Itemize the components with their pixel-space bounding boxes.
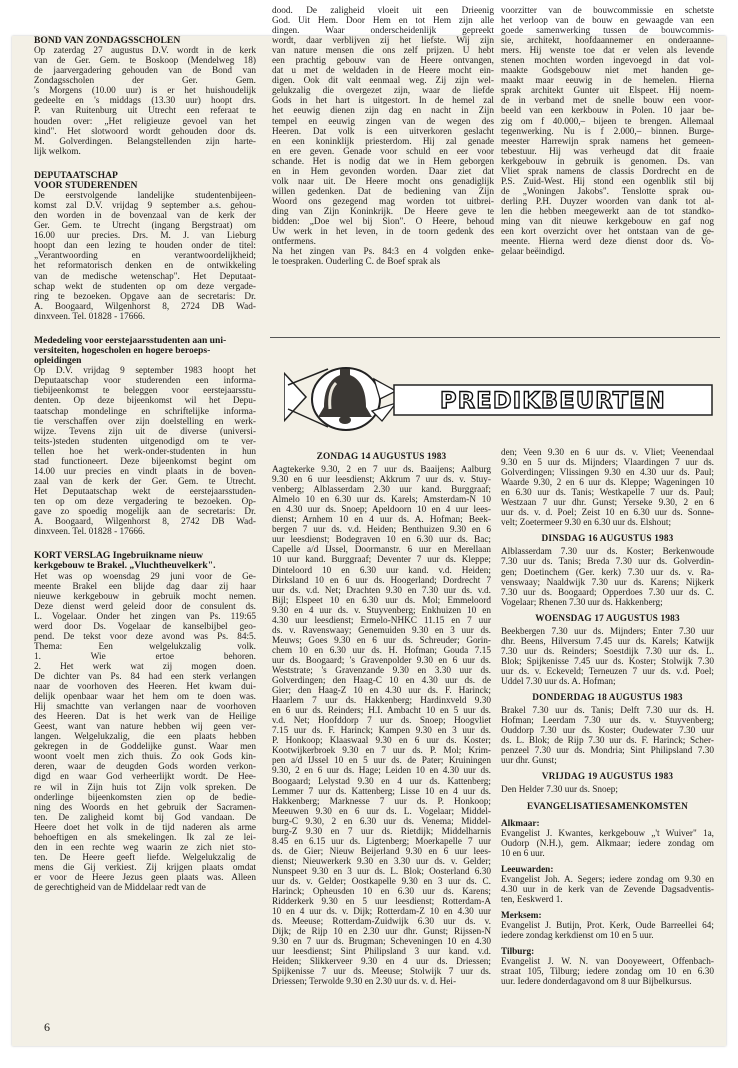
text-line: Harinck; Opheusden 10 en 6.30 uur ds. Karens; [272,887,491,898]
text-line: ds. v. Ravenswaay; Genemuiden 9.30 en 3 uur ds. [272,625,491,636]
text-line: 9.30 en 7 uur ds. Brugman; Scheveningen 10 en 4.30 [272,937,491,948]
text-line: mens die Gij verkiest. Zij krijgen plaats omdat [34,862,256,873]
text-line: mers. Hij wenste toe dat er velen als levende [501,46,714,57]
article-deputaatschap [34,191,256,322]
text-line: Hij smachtte van verlangen naar de voorhoven [34,702,256,713]
text-line: Gods in het hart is uitgestort. In de hemel zal [272,96,494,107]
text-line: 8.45 en 6.15 uur ds. Ligtenberg; Moerkapelle 7 uur [272,836,491,847]
text-line: Waarde 9.30, 2 en 6 uur ds. Kleppe; Wageningen 10 [501,478,714,489]
text-line: meente Brakel een blijde dag daar zij haar [34,581,256,592]
text-line: 9.30 en 5 uur ds. Mijnders; Vlaardingen 7 uur ds. [501,458,714,469]
text-line: 16.00 uur precies. Drs. M. J. van Lieburg [34,231,256,242]
text-line: onderlinge bijeenkomsten zien op de bedie- [34,792,256,803]
text-line: kerkgebouw in gebruik is genomen. Ds. van [501,156,714,167]
text-line: Den Helder 7.30 uur ds. Snoep; [501,785,618,796]
text-line: Beekbergen 7.30 uur ds. Mijnders; Enter 7.30 uur [501,626,714,637]
text-line: de in verband met de snelle bouw een voor- [501,96,714,107]
text-line: Zondagsscholen der Ger. Gem. [34,76,256,87]
heading-mededeling-3: opleidingen [34,355,82,367]
text-line: Thema: Een welgelukzalig volk. [34,641,256,652]
text-line: een kort overzicht over het ontstaan van de ge- [501,227,714,238]
text-line: Blok; Spijkenisse 7.45 uur ds. Koster; Stolwijk 7.30 [501,656,714,667]
text-line: Op zaterdag 27 augustus D.V. wordt in de kerk [34,46,256,57]
text-line: meente. Hierna werd deze dienst door ds. Vo- [501,237,714,248]
heading-vrijdag: VRIJDAG 19 AUGUSTUS 1983 [541,772,674,783]
text-line: 10 en 4 uur ds. v. Dijk; Rotterdam-Z 10 en 4.30 uur [272,907,491,918]
text-line: gelaar beëindigd. [501,247,565,258]
text-line: willen gedenken. Dat de bediening van Zijn [272,186,494,197]
text-line: Heeren. Dat volk is een uitverkoren geslacht [272,126,494,137]
column-right-top [501,6,714,257]
text-line: Westzaan 7 uur dhr. Gunst; Yerseke 9.30, 2 en 6 [501,498,714,509]
text-line: Capelle a/d IJssel, Doormanstr. 6 uur en Merellaan [272,545,491,556]
text-line: tellen hoe het werk-onder-studenten in hun [34,446,256,457]
text-line: velt; Zoetermeer 9.30 en 6.30 uur ds. Elshout; [501,518,672,529]
text-line: van nature mensen die ons zelf prijzen. U hebt [272,46,494,57]
evangelisatie-tilburg [501,957,714,987]
text-line: Evangelist J. Kwantes, kerkgebouw „'t Wuiver" 1a, [501,828,714,839]
text-line: Aagtekerke 9.30, 2 en 7 uur ds. Baaijens; Aalburg [272,465,491,476]
text-line: God. Uit Hem. Door Hem en tot Hem zijn alle [272,16,494,27]
text-line: De dichter van Ps. 84 had een sterk verlangen [34,672,256,683]
schedule-donderdag [501,706,714,766]
text-line: 7.30 uur ds. Tanis; Breda 7.30 uur ds. Golverdin- [501,557,714,568]
text-line: Boogaard; Lelystad 9.30 en 4 uur ds. Kattenberg; [272,776,491,787]
text-line: uur ds. v. Gelder; Oostkapelle 9.30 en 3 uur ds. C. [272,876,491,887]
text-line: 2. Het werk wat zij mogen doen. [34,661,256,672]
text-line: goede samenwerking tussen de bouwcommis- [501,26,714,37]
text-line: Driessen; Terwolde 9.30 en 2.30 uur ds. v. d. Hei- [272,977,457,988]
text-line: L. Vogelaar. Onder het zingen van Ps. 119:65 [34,611,256,622]
predikbeurten-banner [284,363,714,435]
text-line: dinxveen. Tel. 01828 - 17666. [34,311,145,322]
text-line: taatschap mondelinge en schriftelijke informa- [34,406,256,417]
heading-woensdag: WOENSDAG 17 AUGUSTUS 1983 [535,613,680,624]
text-line: sie, architekt, hoofdaannemer en onderaanne- [501,36,714,47]
text-line: de „Woningen Jakobs". Tenslotte sprak ou- [501,186,714,197]
text-line: tebestuur. Hij was verheugd dat dit fraaie [501,146,714,157]
text-line: maakte Godsgebouw niet met handen ge- [501,66,714,77]
bell-icon [284,368,396,430]
schedule-woensdag [501,627,714,687]
text-line: maakt maar eeuwig in de hemelen. Hierna [501,76,714,87]
text-line: den; Veen 9.30 en 6 uur ds. v. Vliet; Veenendaal [501,448,714,458]
text-line: Ouddorp 7.30 uur ds. Koster; Oudewater 7.30 uur [501,726,714,737]
text-line: sprak architekt Gunter uit Elspeet. Hij noem- [501,86,714,97]
text-line: Weststrate; 's Gravenzande 9.30 en 3.30 uur ds. [272,665,491,676]
text-line: denten. Op deze bijeenkomst wil het Depu- [34,396,256,407]
heading-bond: BOND VAN ZONDAGSSCHOLEN [34,35,181,46]
text-line: 9.30 en 4 uur ds. v. Stuyvenberg; Enkhuizen 10 en [272,605,491,616]
text-line: en in Hem gevonden worden. Daar ziet dat [272,166,494,177]
text-line: tiebijeenkomst te beleggen voor eerstejaarsstu- [34,386,256,397]
text-line: schap wekt de studenten op om deze vergade- [34,281,256,292]
text-line: en 6.30 uur ds. Tanis; Westkapelle 7 uur ds. Paul; [501,488,714,499]
text-line: tempel en eeuwig zingen van de wegen des [272,116,494,127]
text-line: Uddel 7.30 uur ds. A. Hofman; [501,676,616,687]
text-line: zaal van de kerk der Ger. Gem. te Utrecht. [34,476,256,487]
page-number: 6 [44,1020,50,1034]
text-line: beeld van een kerkbouw in Polen. 10 jaar be- [501,106,714,117]
text-line: pen a/d IJssel 10 en 5 uur ds. de Pater; Kruiningen [272,756,491,767]
heading-deputaatschap-1: DEPUTAATSCHAP [34,169,118,181]
heading-merksem: Merksem: [501,910,542,921]
text-line: Vliet sprak namens de classis Dordrecht en de [501,166,714,177]
text-line: Oudorp (N.H.), gem. Alkmaar; iedere zondag om [501,838,714,849]
text-line: A. Boogaard, Wilgenhorst 8, 2724 DB Wad- [34,301,256,312]
text-line: pend. De tekst voor deze avond was Ps. 84:5. [34,631,256,642]
text-line: digen. Ook dit valt eenmaal weg. Zij zijn wel- [272,76,494,87]
text-line: Deze dienst werd geleid door de consulent ds. [34,601,256,612]
text-line: ds. de Gier; Nieuw Beijerland 9.30 en 6 uur lees- [272,846,491,857]
text-line: Dijk; de Rijp 10 en 2.30 uur dhr. Gunst; Rijssen-N [272,927,491,938]
heading-kort-verslag-1: KORT VERSLAG Ingebruikname nieuw [34,550,204,562]
text-line: delijk openbaar waar het hem om te doen was. [34,692,256,703]
heading-donderdag: DONDERDAG 18 AUGUSTUS 1983 [532,693,683,704]
text-line: woont voelt men zich thuis. Zo ook Gods kin- [34,752,256,763]
text-line: derling P.H. Duyzer woorden van dank tot al- [501,196,714,207]
text-line: van de Ger. Gem. te Boskoop (Mendelweg 18) [34,56,256,67]
text-line: Heere doet het volk in de tijd naderen als arme [34,822,256,833]
text-line: kind". Het slotwoord wordt gehouden door ds. [34,126,256,137]
text-line: venswaay; Naaldwijk 7.30 uur ds. Karens; Nijkerk [501,577,714,588]
text-line: Hakkenberg; Marknesse 7 uur ds. P. Honkoop; [272,796,491,807]
text-line: tie verschaffen over zijn doelstelling en werk- [34,416,256,427]
text-line: en ere geven. Genade voor schuld en eer voor [272,146,494,157]
text-line: 9.30 en 6 uur leesdienst; Akkrum 7 uur ds. v. Stuy- [272,475,491,486]
text-line: schande. Het is nodig dat we in Hem geborgen [272,156,494,167]
text-line: volk naar uit. De Heere mocht ons genadiglijk [272,176,494,187]
text-line: Meeuwen 9.30 en 6 uur ds. L. Vogelaar; Middel- [272,806,491,817]
text-line: komst zal D.V. vrijdag 9 september a.s. gehou- [34,201,256,212]
text-line: P.S. Zuid-West. Hij stond een ogenblik stil bij [501,176,714,187]
text-line: Brakel 7.30 uur ds. Tanis; Delft 7.30 uur ds. H. [501,706,714,717]
text-line: ontfermens. [272,237,316,248]
text-line: uur ds. Boogaard; 's Gravenpolder 9.30 en 6 uur ds. [272,655,491,666]
text-line: Gier; den Haag-Z 10 en 4.30 uur ds. F. Harinck; [272,686,491,697]
text-line: 's Morgens (10.00 uur) is er het huishoudelijk [34,86,256,97]
text-line: 7.30 uur ds. Reinders; Soestdijk 7.30 uur ds. L. [501,646,714,657]
text-line: burg-C 9.30, 2 en 6.30 uur ds. Venema; Middel- [272,816,491,827]
text-line: uur leesdienst; Bodegraven 10 en 6.30 uur ds. Bac; [272,535,491,546]
text-line: iedere zondag kerkdienst om 10 en 5 uur. [501,930,654,941]
text-line: Woord ons gezegend mag worden tot uitbrei- [272,196,494,207]
text-line: gekregen in de Goddelijke gunst. Waar men [34,742,256,753]
text-line: 10 en 6 uur. [501,848,545,859]
text-line: A. Boogaard, Wilgenhorst 8, 2742 DB Wad- [34,517,256,528]
text-line: Dirksland 10 en 6 uur ds. Hoogerland; Dordrecht 7 [272,575,491,586]
text-line: stenen mochten worden ingevoegd in dat vol- [501,56,714,67]
text-line: de jaarvergadering gehouden van de Bond van [34,66,256,77]
text-line: werd door Ds. Vogelaar de kanselbijbel geo- [34,621,256,632]
text-line: Spijkenisse 7 uur ds. Meeuse; Stolwijk 7 uur ds. [272,967,491,978]
text-line: P. Honkoop; Klaaswaal 9.30 en 6 uur ds. Koster; [272,736,491,747]
heading-alkmaar: Alkmaar: [501,818,540,829]
text-line: M. Golverdingen. Belangstellenden zijn harte- [34,136,256,147]
text-line: 9.30, 2 en 6 uur ds. Hage; Leiden 10 en 4.30 uur ds. [272,766,491,777]
schedule-vrijdag [501,785,714,795]
banner-title: PREDIKBEURTEN [440,388,666,414]
text-line: Geest, want van nature hebben wij geen ver- [34,722,256,733]
text-line: 7.15 uur ds. F. Harinck; Kampen 9.30 en 3 uur ds. [272,726,491,737]
schedule-zondag [272,465,491,987]
column-middle-top [272,6,494,267]
text-line: ding van Zijn Koninkrijk. De Heere geve te [272,206,494,217]
text-line: dood. De zaligheid vloeit uit een Drieenig [272,6,494,16]
text-line: tegenwerking. Nu is f 2.000,– binnen. Burge- [501,126,714,137]
text-line: Na het zingen van Ps. 84:3 en 4 volgden enke- [272,247,494,258]
text-line: nieuwe kerkgebouw in gebruik mocht nemen. [34,591,256,602]
text-line: „Verantwoording en verantwoordelijkheid; [34,251,256,262]
text-line: dhr. Beens, Hilversum 7.45 uur ds. Karels; Katwijk [501,636,714,647]
heading-dinsdag: DINSDAG 16 AUGUSTUS 1983 [541,534,674,545]
article-kort-verslag-end [501,6,714,257]
text-line: ten. De Heere geeft liefde. Welgelukzalig de [34,852,256,863]
text-line: wijze. Tevens zijn uit de diverse (universi- [34,426,256,437]
text-line: Alblasserdam 7.30 uur ds. Koster; Berkenwoude [501,547,714,558]
text-line: le toespraken. Ouderling C. de Boef sprak als [272,257,441,268]
text-line: Het Deputaatschap wekt de eerstejaarsstuden- [34,486,256,497]
text-line: uur ds. v.d. Net; Drachten 9.30 en 7.30 uur ds. v.d. [272,585,491,596]
text-line: ning des Woords en het gebruik der Sacramen- [34,802,256,813]
text-line: naar de voorhoven des Heeren. Het kwam dui- [34,682,256,693]
text-line: Lemmer 7 uur ds. Kattenberg; Lisse 10 en 4 uur ds. [272,786,491,797]
schedule-zondag-continued [501,448,714,528]
text-line: digd en waar God verheerlijkt wordt. De Hee- [34,772,256,783]
text-line: lijk welkom. [34,146,81,157]
heading-mededeling-1: Mededeling voor eerstejaarsstudenten aan uni- [34,334,227,346]
text-line: het verloop van de bouw en gewaagde van een [501,16,714,27]
text-line: straat 105, Tilburg; iedere zondag om 10 en 6.30 [501,967,714,978]
text-line: re wil in Zijn huis tot Zijn volk spreken. De [34,782,256,793]
text-line: gen; Doetinchem (Ger. kerk) 7.30 uur ds. v. Ra- [501,567,714,578]
text-line: uur leesdienst; Sint Philipsland 3 uur kand. v.d. [272,947,491,958]
evangelisatie-merksem [501,921,714,941]
text-line: v.d. Net; Hoofddorp 7 uur ds. Snoep; Hoogvliet [272,716,491,727]
text-line: en een koninklijk priesterdom. Hij zal genade [272,136,494,147]
heading-kort-verslag-2: kerkgebouw te Brakel. „Vluchtheuvelkerk". [34,560,216,572]
text-line: Ridderkerk 9.30 en 5 uur leesdienst; Rotterdam-A [272,897,491,908]
text-line: houden over: „Het religieuze gevoel van het [34,116,256,127]
text-line: en 4.30 uur ds. Snoep; Apeldoorn 10 en 4 uur lees- [272,505,491,516]
text-line: ring te bezoeken. Opgave aan de secretaris: Dr. [34,291,256,302]
text-line: P. van Ruitenburg uit Utrecht een referaat te [34,106,256,117]
text-line: dienst; Arnhem 10 en 4 uur ds. A. Hofman; Beek- [272,515,491,526]
text-line: Uw werk in het leven, in de toorn gedenk des [272,227,494,238]
text-line: ten. De zaligheid komt bij God vandaan. De [34,812,256,823]
text-line: Heiden; Slikkerveer 9.30 en 4 uur ds. Driessen; [272,957,491,968]
text-line: burg-Z 9.30 en 7 uur ds. Rietdijk; Middelharnis [272,826,491,837]
text-line: Haarlem 7 uur ds. Hakkenberg; Hardinxveld 9.30 [272,696,491,707]
text-line: wordt, daar verblijven zij het liefste. Wij zijn [272,36,494,47]
text-line: 7.30 uur ds. Boogaard; Opperdoes 7.30 uur ds. C. [501,587,714,598]
text-line: voorzitter van de bouwcommissie en schetste [501,6,714,16]
text-line: dat u met de weldaden in de Heere mocht ein- [272,66,494,77]
text-line: ten op om deze vergadering te bezoeken. Op- [34,496,256,507]
text-line: behoeftigen en als smekelingen. Ik zal ze lei- [34,832,256,843]
article-kort-verslag [34,572,256,894]
text-line: Evangelist Joh. A. Segers; iedere zondag om 9.30 en [501,874,714,885]
text-line: gedeelte en 's middags (13.30 uur) hoopt drs. [34,96,256,107]
text-line: ten, Eeskwerd 1. [501,894,563,905]
text-line: ds. L. Blok; de Rijp 7.30 uur ds. F. Harinck; Scher- [501,736,714,747]
text-line: Nunspeet 9.30 en 3 uur ds. L. Blok; Oosterland 6.30 [272,866,491,877]
text-line: Bijl; Elspeet 10 en 6.30 uur ds. Mol; Emmeloord [272,595,491,606]
text-line: een prachtig gebouw van de Heere ontvangen, [272,56,494,67]
text-line: dienst; Nieuwerkerk 9.30 en 3.30 uur ds. v. Gelder; [272,856,491,867]
text-line: Vogelaar; Rhenen 7.30 uur ds. Hakkenberg; [501,597,663,608]
evangelisatie-alkmaar [501,829,714,859]
text-line: langen. Welgelukzalig, die een plaats hebben [34,732,256,743]
column-left [34,36,256,893]
text-line: Hofman; Leerdam 7.30 uur ds. v. Stuyvenberg; [501,716,714,727]
text-line: van de medische wetenschap". Het Deputaat- [34,271,256,282]
text-line: Evangelist J. Butijn, Prot. Kerk, Oude Barreellei 64; [501,920,714,931]
text-line: 4.30 uur leesdienst; Ermelo-NHKC 11.15 en 7 uur [272,615,491,626]
text-line: den in een rechte weg waarin ze zich niet sto- [34,842,256,853]
text-line: stad functioneert. Deze bijeenkomst begint om [34,456,256,467]
text-line: het reformatorisch denken en de ontwikkeling [34,261,256,272]
text-line: uur ds. v. Eckeveld; Terneuzen 7 uur ds. v.d. Poel; [501,666,714,677]
heading-zondag: ZONDAG 14 AUGUSTUS 1983 [316,452,447,462]
section-divider [270,337,720,338]
text-line: Ger. Gem. te Utrecht (ingang Bergstraat) om [34,221,256,232]
text-line: len die hebben meegewerkt aan de tot standko- [501,206,714,217]
text-line: 4.30 uur in de kerk van de Zevende Dagsadventis- [501,884,714,895]
article-bond [34,46,256,157]
column-middle-bottom [272,448,491,987]
text-line: gelukzalig die overgezet zijn, waar de liefde [272,86,494,97]
text-line: dingen. Waar onderscheidenlijk gepreekt [272,26,494,37]
text-line: dinxveen. Tel. 01828 - 17666. [34,527,145,538]
text-line: uur ds. v. d. Poel; Zeist 10 en 6.30 uur ds. Sonne- [501,508,714,519]
text-line: Op D.V. vrijdag 9 september 1983 hoopt het [34,366,256,377]
text-line: 1. Wie ertoe behoren. [34,651,256,662]
text-line: uur dhr. Gunst; [501,756,557,767]
column-right-bottom [501,448,714,987]
text-line: 14.00 uur precies en vindt plaats in de boven- [34,466,256,477]
text-line: den worden in de bovenzaal van de kerk der [34,211,256,222]
text-line: Kootwijkerbroek 9.30 en 7 uur ds. P. Mol; Krim- [272,746,491,757]
text-line: penzeel 7.30 uur ds. Mondria; Sint Philipsland 7.30 [501,746,714,757]
heading-tilburg: Tilburg: [501,947,535,958]
text-line: ds. Meeuse; Rotterdam-Zuidwijk 6.30 uur ds. v. [272,917,491,928]
text-line: Golverdingen; Vlissingen 9.30 en 4.30 uur ds. Paul; [501,468,714,479]
text-line: bergen 7 uur ds. v.d. Heiden; Benthuizen 9.30 en 6 [272,525,491,536]
text-line: Meuws; Goes 9.30 en 6 uur ds. Schreuder; Gorin- [272,635,491,646]
text-line: venberg; Alblasserdam 2.30 uur kand. Burggraaf; [272,485,491,496]
text-line: ming van dit nieuwe kerkgebouw en gaf nog [501,216,714,227]
heading-leeuwarden: Leeuwarden: [501,864,554,875]
schedule-dinsdag [501,547,714,607]
text-line: Dinteloord 10 en 6.30 uur kand. v.d. Heiden; [272,565,491,576]
heading-deputaatschap-2: VOOR STUDERENDEN [34,179,138,191]
text-line: en 6 uur ds. Reinders; H.I. Ambacht 10 en 5 uur ds. [272,706,491,717]
text-line: teits-)steden studenten uitgenodigd om te ver- [34,436,256,447]
article-kort-verslag-continued [272,6,494,267]
text-line: hoopt dan een lezing te houden onder de titel: [34,241,256,252]
text-line: bidden: „Doe wel bij Sion". O Heere, behoud [272,216,494,227]
text-line: er voor de Heere Jezus geen plaats was. Alleen [34,872,256,883]
text-line: 10 uur kand. Burggraaf; Deventer 7 uur ds. Kleppe; [272,555,491,566]
heading-mededeling-2: versiteiten, hogescholen en hogere beroeps- [34,344,211,356]
article-mededeling [34,366,256,537]
text-line: zig om f 40.000,– bijeen te brengen. Allemaal [501,116,714,127]
text-line: Almelo 10 en 6.30 uur ds. Karels; Amsterdam-N 10 [272,495,491,506]
evangelisatie-leeuwarden [501,875,714,905]
text-line: het eeuwig dienen zijn dag en nacht in Zijn [272,106,494,117]
text-line: deren, waar de deugden Gods worden verkon- [34,762,256,773]
text-line: De eerstvolgende landelijke studentenbijeen- [34,191,256,202]
text-line: Deputaatschap voor studerenden een informa- [34,376,256,387]
heading-evangelisatie: EVANGELISATIESAMENKOMSTEN [527,802,688,813]
text-line: Evangelist J. W. N. van Dooyeweert, Offenbach- [501,957,714,968]
text-line: Golverdingen; den Haag-C 10 en 4.30 uur ds. de [272,676,491,687]
text-line: des Heeren. Dat is het werk van de Heilige [34,712,256,723]
text-line: de gerechtigheid van de Middelaar redt van de [34,883,206,893]
text-line: meester Harrewijn sprak namens het gemeen- [501,136,714,147]
text-line: chem 10 en 6.30 uur ds. H. Hofman; Gouda 7.15 [272,645,491,656]
text-line: uur. Iedere donderdagavond om 8 uur Bijbelkursus. [501,977,692,988]
text-line: gave zo spoedig mogelijk aan de secretaris: Dr. [34,507,256,517]
text-line: Het was op woensdag 29 juni voor de Ge- [34,571,256,582]
